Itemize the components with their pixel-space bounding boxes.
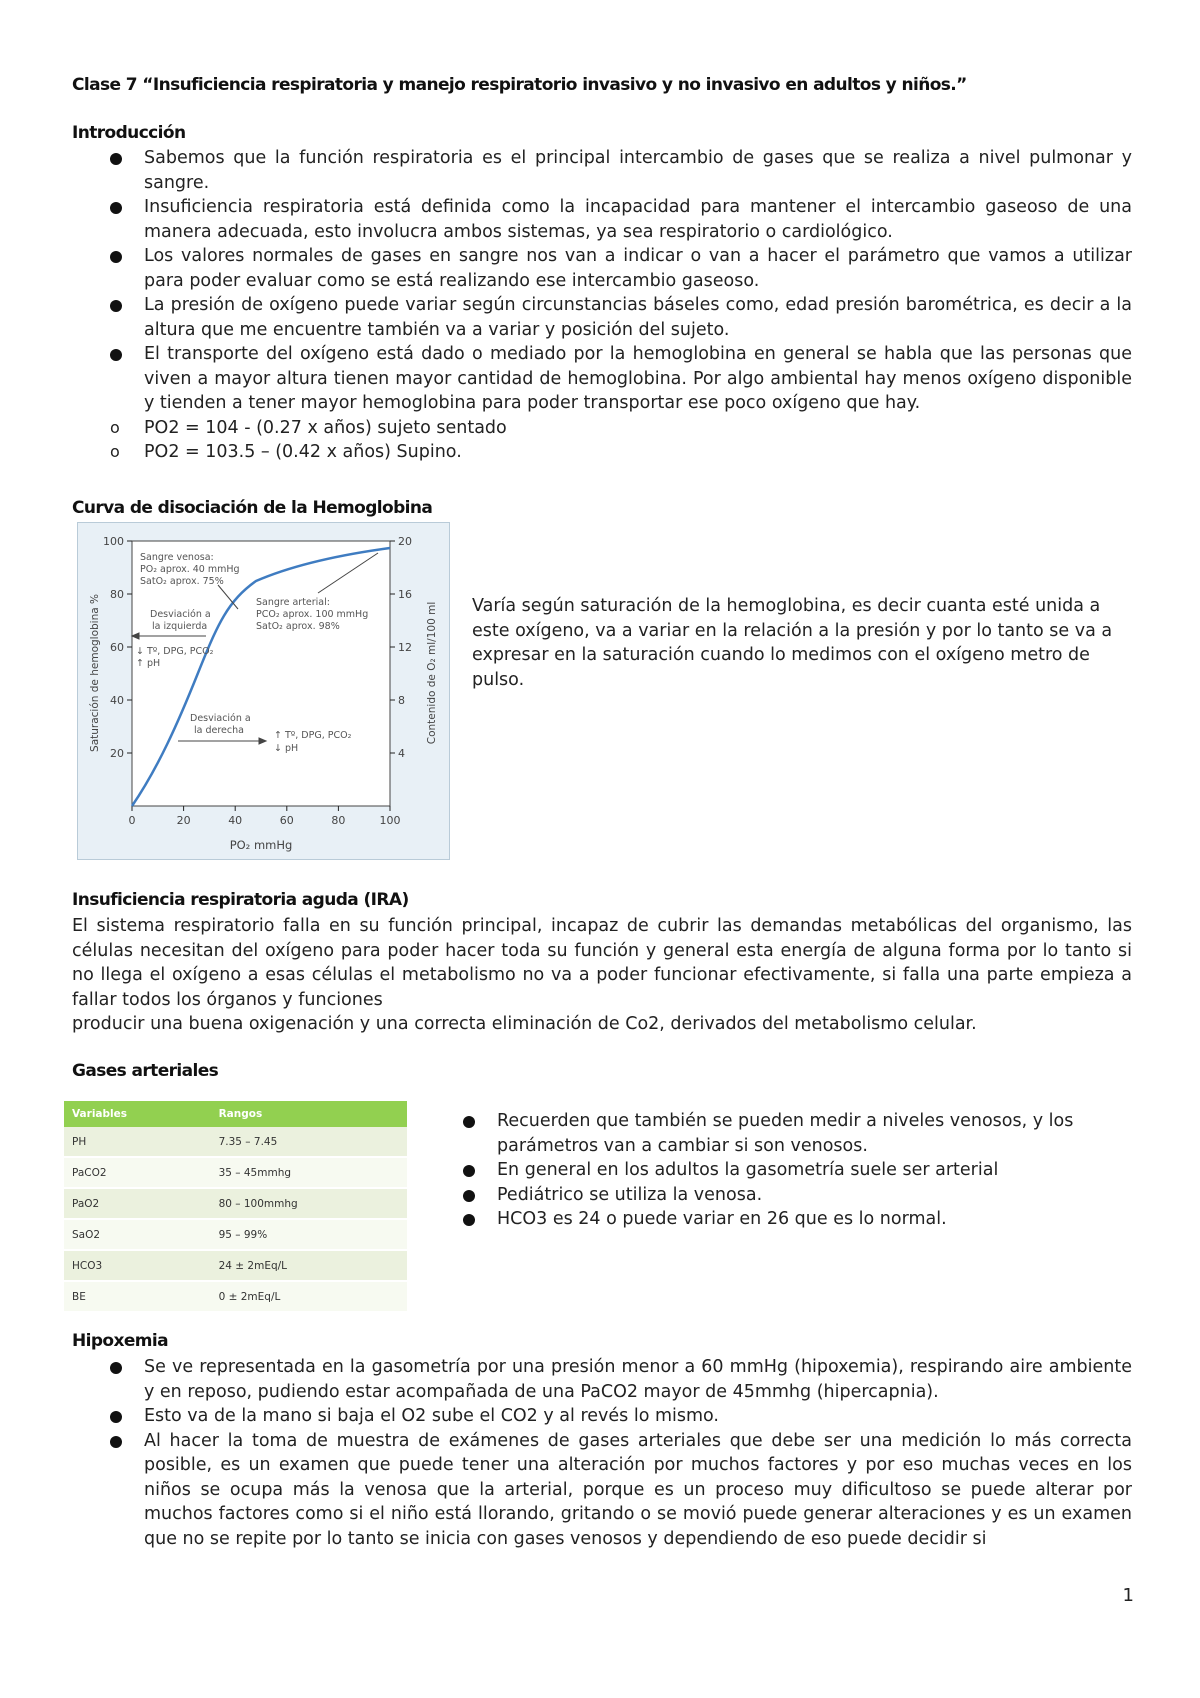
- list-item: [144, 1355, 1132, 1404]
- list-item-text: Esto va de la mano si baja el O2 sube el CO2 y al revés lo mismo.: [144, 1406, 719, 1426]
- list-item-text: El transporte del oxígeno está dado o mediado por la hemoglobina en general se habla que las personas que viven a mayor altura tienen mayor cantidad de hemoglobina. Por algo ambiental hay menos oxígeno disponible y tienden a tener mayor hemoglobina para poder transportar ese poco oxígeno que hay.: [144, 344, 1132, 413]
- list-item: [497, 1109, 1117, 1158]
- table-row: [64, 1250, 407, 1281]
- list-item: [144, 293, 1132, 342]
- table-cell: SaO2: [64, 1219, 211, 1250]
- bullet-icon: [110, 251, 122, 263]
- table-row: [64, 1127, 407, 1157]
- y-right-tick-label: 4: [398, 747, 405, 760]
- left-shift-label: ↑ pH: [136, 658, 161, 669]
- list-item: [110, 440, 1132, 465]
- list-item: [497, 1183, 1117, 1208]
- x-tick-label: 100: [379, 814, 401, 827]
- list-item: [144, 1429, 1132, 1552]
- list-item-text: PO2 = 103.5 – (0.42 x años) Supino.: [144, 442, 462, 462]
- gases-bullet-list: [497, 1109, 1117, 1232]
- right-shift-label: ↓ pH: [274, 743, 299, 754]
- right-shift-label: la derecha: [194, 725, 244, 736]
- x-tick-label: 0: [128, 814, 136, 827]
- hipoxemia-bullet-list: [144, 1355, 1132, 1551]
- ira-paragraph: El sistema respiratorio falla en su función principal, incapaz de cubrir las demandas metabólicas del organismo, las células necesitan del oxígeno para poder hacer toda su función y general esta energía de alguna forma por lo tanto si no llega el oxígeno a esas células el metabolismo no va a poder funcionar efectivamente, si falla una parte empieza a fallar todos los órganos y funciones: [72, 916, 1132, 1010]
- list-item-text: Se ve representada en la gasometría por una presión menor a 60 mmHg (hipoxemia), respirando aire ambiente y en reposo, pudiendo estar acompañada de una PaCO2 mayor de 45mmhg (hipercapnia).: [144, 1357, 1132, 1402]
- list-item-text: HCO3 es 24 o puede variar en 26 que es lo normal.: [497, 1209, 947, 1229]
- right-shift-label: Desviación a: [190, 713, 251, 724]
- table-cell: 7.35 – 7.45: [211, 1127, 407, 1157]
- gases-heading: Gases arteriales: [72, 1061, 219, 1081]
- list-item: [144, 244, 1132, 293]
- bullet-icon: [110, 153, 122, 165]
- bullet-icon: [110, 300, 122, 312]
- bullet-icon: [463, 1116, 475, 1128]
- x-axis-label: PO₂ mmHg: [229, 838, 293, 852]
- bullet-icon: [110, 1362, 122, 1374]
- table-cell: 95 – 99%: [211, 1219, 407, 1250]
- bullet-icon: [463, 1165, 475, 1177]
- left-shift-label: ↓ Tº, DPG, PCO₂: [136, 646, 214, 657]
- table-row: [64, 1157, 407, 1188]
- table-row: [64, 1219, 407, 1250]
- list-item-text: PO2 = 104 - (0.27 x años) sujeto sentado: [144, 417, 507, 438]
- list-item: [144, 1404, 1132, 1429]
- venous-label: PO₂ aprox. 40 mmHg: [140, 564, 240, 575]
- circle-bullet-icon: o: [110, 417, 120, 437]
- ira-heading: Insuficiencia respiratoria aguda (IRA): [72, 890, 409, 910]
- arterial-label: PCO₂ aprox. 100 mmHg: [256, 609, 369, 620]
- list-item: [497, 1158, 1117, 1183]
- bullet-icon: [110, 202, 122, 214]
- curve-heading: Curva de disociación de la Hemoglobina: [72, 498, 433, 518]
- ira-body: [72, 914, 1132, 1037]
- right-shift-label: ↑ Tº, DPG, PCO₂: [274, 730, 352, 741]
- document-title: Clase 7 “Insuficiencia respiratoria y manejo respiratorio invasivo y no invasivo en adultos y niños.”: [72, 75, 967, 95]
- list-item: [110, 416, 1132, 441]
- hemoglobin-curve-chart: [78, 523, 449, 859]
- bullet-icon: [463, 1214, 475, 1226]
- y-left-tick-label: 80: [110, 588, 124, 601]
- y-left-tick-label: 20: [110, 747, 124, 760]
- table-cell: 0 ± 2mEq/L: [211, 1281, 407, 1312]
- table-cell: 80 – 100mmhg: [211, 1188, 407, 1219]
- table-row: [64, 1281, 407, 1312]
- table-cell: HCO3: [64, 1250, 211, 1281]
- table-cell: PH: [64, 1127, 211, 1157]
- table-header: Rangos: [211, 1101, 407, 1127]
- table-header-row: [64, 1101, 407, 1127]
- y-left-tick-label: 40: [110, 694, 124, 707]
- list-item-text: Los valores normales de gases en sangre nos van a indicar o van a hacer el parámetro que vamos a utilizar para poder evaluar como se está realizando ese intercambio gaseoso.: [144, 246, 1132, 291]
- x-tick-label: 40: [228, 814, 243, 827]
- x-tick-label: 80: [331, 814, 346, 827]
- bullet-icon: [110, 1436, 122, 1448]
- table-cell: PaCO2: [64, 1157, 211, 1188]
- bullet-icon: [110, 349, 122, 361]
- circle-bullet-icon: o: [110, 442, 120, 461]
- gases-table: [64, 1101, 407, 1313]
- y-right-axis-label: Contenido de O₂ ml/100 ml: [426, 601, 438, 745]
- table-cell: BE: [64, 1281, 211, 1312]
- y-left-tick-label: 60: [110, 641, 124, 654]
- arterial-label: Sangre arterial:: [256, 597, 330, 608]
- bullet-icon: [110, 1411, 122, 1423]
- list-item-text: En general en los adultos la gasometría suele ser arterial: [497, 1160, 999, 1180]
- list-item-text: La presión de oxígeno puede variar según circunstancias báseles como, edad presión barométrica, es decir a la altura que me encuentre también va a variar y posición del sujeto.: [144, 295, 1132, 340]
- page-number: 1: [1122, 1585, 1134, 1606]
- list-item: [144, 195, 1132, 244]
- intro-heading: Introducción: [72, 123, 186, 143]
- table-row: [64, 1188, 407, 1219]
- y-right-tick-label: 20: [398, 535, 412, 548]
- table-header: Variables: [64, 1101, 211, 1127]
- table-cell: PaO2: [64, 1188, 211, 1219]
- ira-paragraph: producir una buena oxigenación y una correcta eliminación de Co2, derivados del metabolismo celular.: [72, 1014, 977, 1034]
- list-item-text: Al hacer la toma de muestra de exámenes de gases arteriales que debe ser una medición lo más correcta posible, es un examen que puede tener una alteración por muchos factores y por eso muchas veces en los niños se ocupa más la venosa que la arterial, porque es un proceso muy dificultoso se puede alterar por muchos factores como si el niño está llorando, gritando o se movió puede generar alteraciones y es un examen que no se repite por lo tanto se inicia con gases venosos y dependiendo de eso puede decidir si: [144, 1430, 1132, 1549]
- list-item-text: Insuficiencia respiratoria está definida como la incapacidad para mantener el intercambio gaseoso de una manera adecuada, esto involucra ambos sistemas, ya sea respiratorio o cardiológico.: [144, 197, 1132, 242]
- hemoglobin-curve-figure: [77, 522, 450, 860]
- left-shift-label: Desviación a: [150, 609, 211, 620]
- arterial-label: SatO₂ aprox. 98%: [256, 621, 340, 632]
- table-cell: 24 ± 2mEq/L: [211, 1250, 407, 1281]
- list-item: [144, 342, 1132, 416]
- y-right-tick-label: 16: [398, 588, 412, 601]
- y-left-axis-label: Saturación de hemoglobina %: [89, 594, 101, 752]
- list-item: [497, 1207, 1117, 1232]
- list-item-text: Sabemos que la función respiratoria es el principal intercambio de gases que se realiza a nivel pulmonar y sangre.: [144, 148, 1132, 193]
- left-shift-label: la izquierda: [152, 621, 208, 632]
- bullet-icon: [463, 1190, 475, 1202]
- intro-bullet-list: [110, 146, 1132, 465]
- x-tick-label: 60: [279, 814, 294, 827]
- venous-label: Sangre venosa:: [140, 552, 214, 563]
- list-item-text: Recuerden que también se pueden medir a niveles venosos, y los parámetros van a cambiar si son venosos.: [497, 1111, 1074, 1156]
- hipoxemia-heading: Hipoxemia: [72, 1331, 169, 1351]
- venous-label: SatO₂ aprox. 75%: [140, 576, 224, 587]
- y-right-tick-label: 12: [398, 641, 412, 654]
- curve-description: Varía según saturación de la hemoglobina, es decir cuanta esté unida a este oxígeno, va a variar en la relación a la presión y por lo tanto se va a expresar en la saturación cuando lo medimos con el oxígeno metro de pulso.: [472, 596, 1113, 690]
- list-item: [144, 146, 1132, 195]
- y-right-tick-label: 8: [398, 694, 405, 707]
- table-cell: 35 – 45mmhg: [211, 1157, 407, 1188]
- y-left-tick-label: 100: [103, 535, 124, 548]
- x-tick-label: 20: [176, 814, 191, 827]
- list-item-text: Pediátrico se utiliza la venosa.: [497, 1184, 763, 1205]
